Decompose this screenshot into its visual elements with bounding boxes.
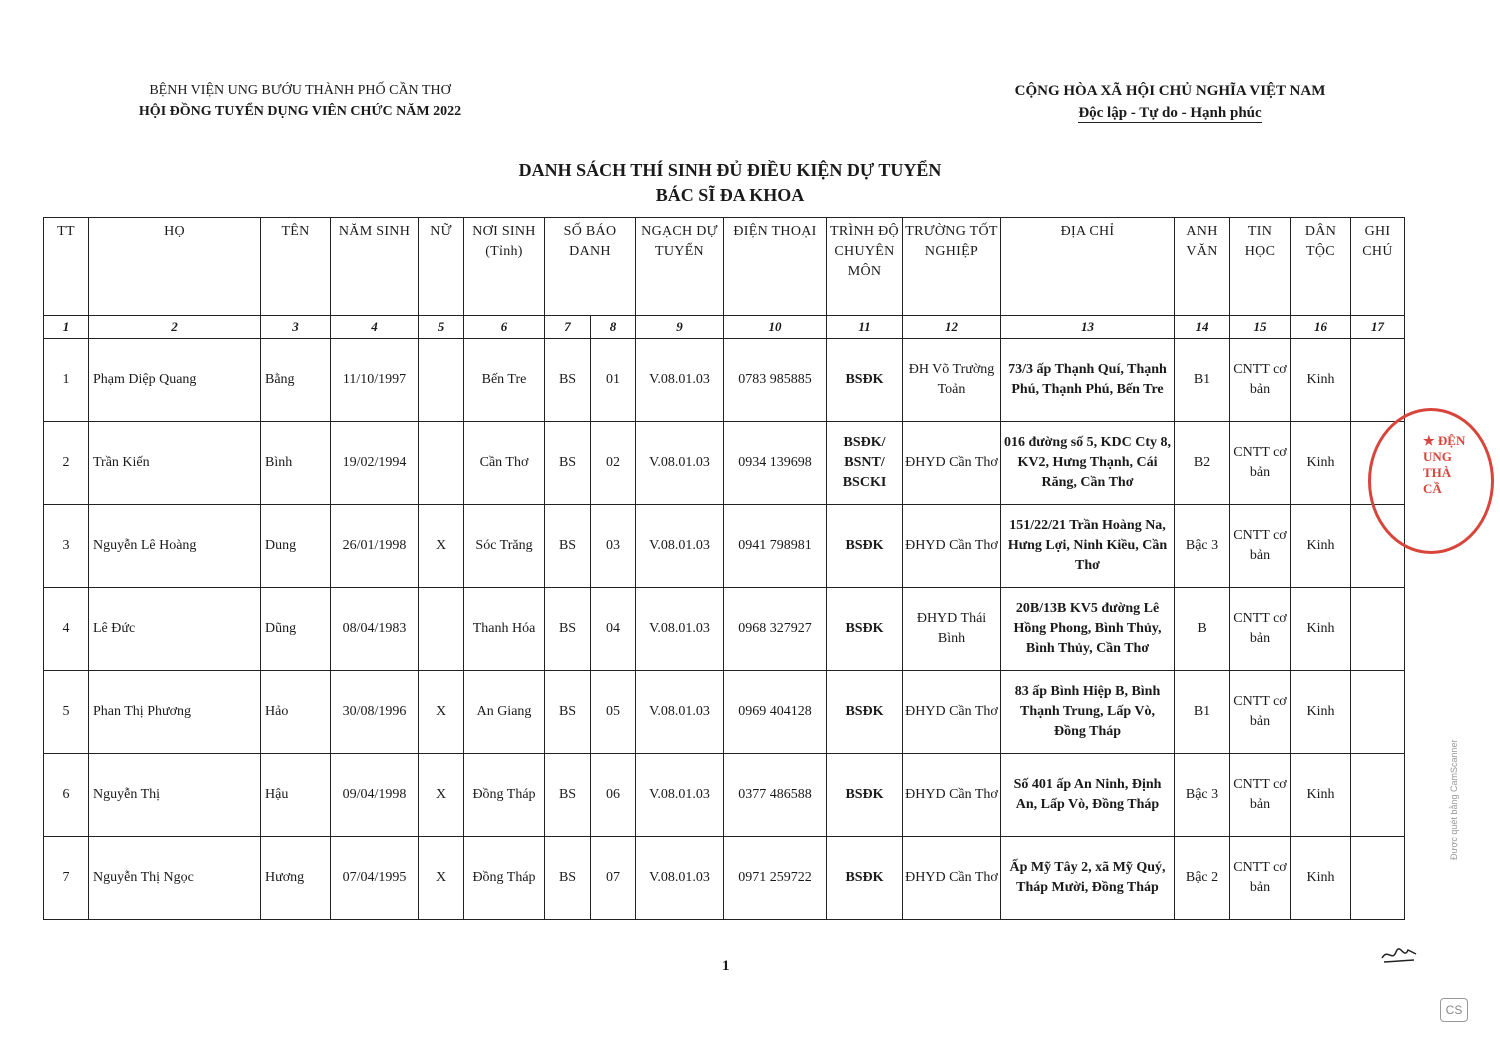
title-line-2: BÁC SĨ ĐA KHOA xyxy=(655,185,805,205)
female-mark: X xyxy=(419,754,464,837)
col-header: NĂM SINH xyxy=(331,218,419,316)
candidate-code-prefix: BS xyxy=(545,837,591,920)
col-number: 6 xyxy=(464,316,545,339)
row-number: 3 xyxy=(44,505,89,588)
address: Số 401 ấp An Ninh, Định An, Lấp Vò, Đồng Tháp xyxy=(1001,754,1175,837)
university: ĐHYD Cần Thơ xyxy=(903,422,1001,505)
female-mark: X xyxy=(419,837,464,920)
given-name: Bình xyxy=(261,422,331,505)
col-header: ĐIỆN THOẠI xyxy=(724,218,827,316)
ethnicity: Kinh xyxy=(1291,837,1351,920)
address: 151/22/21 Trần Hoàng Na, Hưng Lợi, Ninh Kiều, Cần Thơ xyxy=(1001,505,1175,588)
agency-header xyxy=(80,80,520,122)
row-number: 7 xyxy=(44,837,89,920)
it-level: CNTT cơ bản xyxy=(1230,588,1291,671)
note xyxy=(1351,339,1405,422)
english-level: B1 xyxy=(1175,339,1230,422)
title-line-1: DANH SÁCH THÍ SINH ĐỦ ĐIỀU KIỆN DỰ TUYỂN xyxy=(518,160,942,180)
col-number: 7 xyxy=(545,316,591,339)
row-number: 1 xyxy=(44,339,89,422)
family-name: Trần Kiến xyxy=(89,422,261,505)
col-header: SỐ BÁO DANH xyxy=(545,218,636,316)
birthplace: Bến Tre xyxy=(464,339,545,422)
table-header-row xyxy=(44,218,1405,316)
candidate-code-prefix: BS xyxy=(545,339,591,422)
motto xyxy=(960,102,1380,124)
family-name: Nguyễn Thị Ngọc xyxy=(89,837,261,920)
candidate-code-number: 02 xyxy=(591,422,636,505)
candidate-code-number: 07 xyxy=(591,837,636,920)
university: ĐHYD Cần Thơ xyxy=(903,754,1001,837)
candidate-code-prefix: BS xyxy=(545,588,591,671)
initials-signature xyxy=(1380,944,1420,964)
qualification: BSĐK xyxy=(827,671,903,754)
col-number: 8 xyxy=(591,316,636,339)
family-name: Lê Đức xyxy=(89,588,261,671)
col-header: GHI CHÚ xyxy=(1351,218,1405,316)
row-number: 6 xyxy=(44,754,89,837)
grade-code: V.08.01.03 xyxy=(636,505,724,588)
female-mark xyxy=(419,339,464,422)
col-header: TT xyxy=(44,218,89,316)
col-number: 1 xyxy=(44,316,89,339)
birthplace: Đồng Tháp xyxy=(464,754,545,837)
official-seal xyxy=(1368,408,1494,554)
grade-code: V.08.01.03 xyxy=(636,422,724,505)
col-number: 12 xyxy=(903,316,1001,339)
grade-code: V.08.01.03 xyxy=(636,671,724,754)
country-name: CỘNG HÒA XÃ HỘI CHỦ NGHĨA VIỆT NAM xyxy=(1014,83,1326,99)
phone-number: 0377 486588 xyxy=(724,754,827,837)
col-header: TRÌNH ĐỘ CHUYÊN MÔN xyxy=(827,218,903,316)
birth-date: 19/02/1994 xyxy=(331,422,419,505)
national-header xyxy=(960,80,1380,124)
table-row xyxy=(44,754,1405,837)
page-number: 1 xyxy=(722,958,730,974)
grade-code: V.08.01.03 xyxy=(636,339,724,422)
col-header: TIN HỌC xyxy=(1230,218,1291,316)
camscanner-logo: CS xyxy=(1440,998,1468,1022)
birthplace: An Giang xyxy=(464,671,545,754)
candidate-code-number: 05 xyxy=(591,671,636,754)
english-level: Bậc 2 xyxy=(1175,837,1230,920)
ethnicity: Kinh xyxy=(1291,422,1351,505)
col-number: 10 xyxy=(724,316,827,339)
birthplace: Cần Thơ xyxy=(464,422,545,505)
address: 20B/13B KV5 đường Lê Hồng Phong, Bình Thủy, Bình Thủy, Cần Thơ xyxy=(1001,588,1175,671)
birthplace: Sóc Trăng xyxy=(464,505,545,588)
column-number-row xyxy=(44,316,1405,339)
given-name: Hậu xyxy=(261,754,331,837)
col-header: ĐỊA CHỈ xyxy=(1001,218,1175,316)
address: 016 đường số 5, KDC Cty 8, KV2, Hưng Thạnh, Cái Răng, Cần Thơ xyxy=(1001,422,1175,505)
col-header: TÊN xyxy=(261,218,331,316)
qualification: BSĐK xyxy=(827,837,903,920)
english-level: B1 xyxy=(1175,671,1230,754)
birth-date: 07/04/1995 xyxy=(331,837,419,920)
female-mark xyxy=(419,422,464,505)
female-mark xyxy=(419,588,464,671)
candidate-code-number: 04 xyxy=(591,588,636,671)
university: ĐH Võ Trường Toản xyxy=(903,339,1001,422)
col-number: 17 xyxy=(1351,316,1405,339)
qualification: BSĐK xyxy=(827,339,903,422)
col-header: HỌ xyxy=(89,218,261,316)
col-number: 2 xyxy=(89,316,261,339)
birthplace: Đồng Tháp xyxy=(464,837,545,920)
it-level: CNTT cơ bản xyxy=(1230,505,1291,588)
ethnicity: Kinh xyxy=(1291,588,1351,671)
candidate-code-number: 06 xyxy=(591,754,636,837)
female-mark: X xyxy=(419,671,464,754)
table-row xyxy=(44,505,1405,588)
english-level: Bậc 3 xyxy=(1175,505,1230,588)
family-name: Nguyễn Thị xyxy=(89,754,261,837)
given-name: Hương xyxy=(261,837,331,920)
it-level: CNTT cơ bản xyxy=(1230,671,1291,754)
address: Ấp Mỹ Tây 2, xã Mỹ Quý, Tháp Mười, Đồng Tháp xyxy=(1001,837,1175,920)
note xyxy=(1351,837,1405,920)
col-header: NỮ xyxy=(419,218,464,316)
col-header: NGẠCH DỰ TUYỂN xyxy=(636,218,724,316)
birth-date: 26/01/1998 xyxy=(331,505,419,588)
candidate-code-prefix: BS xyxy=(545,505,591,588)
given-name: Dung xyxy=(261,505,331,588)
col-header: ANH VĂN xyxy=(1175,218,1230,316)
table-row xyxy=(44,837,1405,920)
qualification: BSĐK xyxy=(827,754,903,837)
ethnicity: Kinh xyxy=(1291,671,1351,754)
phone-number: 0968 327927 xyxy=(724,588,827,671)
address: 73/3 ấp Thạnh Quí, Thạnh Phú, Thạnh Phú, Bến Tre xyxy=(1001,339,1175,422)
family-name: Phạm Diệp Quang xyxy=(89,339,261,422)
qualification: BSĐK xyxy=(827,505,903,588)
given-name: Bằng xyxy=(261,339,331,422)
candidate-code-prefix: BS xyxy=(545,671,591,754)
table-row xyxy=(44,339,1405,422)
phone-number: 0941 798981 xyxy=(724,505,827,588)
candidate-table xyxy=(43,217,1405,920)
col-number: 16 xyxy=(1291,316,1351,339)
phone-number: 0934 139698 xyxy=(724,422,827,505)
note xyxy=(1351,754,1405,837)
it-level: CNTT cơ bản xyxy=(1230,422,1291,505)
family-name: Nguyễn Lê Hoàng xyxy=(89,505,261,588)
family-name: Phan Thị Phương xyxy=(89,671,261,754)
female-mark: X xyxy=(419,505,464,588)
qualification: BSĐK xyxy=(827,588,903,671)
candidate-code-number: 03 xyxy=(591,505,636,588)
col-header: TRƯỜNG TỐT NGHIỆP xyxy=(903,218,1001,316)
given-name: Hảo xyxy=(261,671,331,754)
grade-code: V.08.01.03 xyxy=(636,754,724,837)
ethnicity: Kinh xyxy=(1291,339,1351,422)
table-row xyxy=(44,422,1405,505)
col-header: NƠI SINH (Tỉnh) xyxy=(464,218,545,316)
given-name: Dũng xyxy=(261,588,331,671)
phone-number: 0971 259722 xyxy=(724,837,827,920)
english-level: B2 xyxy=(1175,422,1230,505)
ethnicity: Kinh xyxy=(1291,505,1351,588)
col-number: 14 xyxy=(1175,316,1230,339)
it-level: CNTT cơ bản xyxy=(1230,339,1291,422)
council-name: HỘI ĐỒNG TUYỂN DỤNG VIÊN CHỨC NĂM 2022 xyxy=(138,104,462,119)
seal-lettering: ★ ĐỆN UNG THÀ CẦ xyxy=(1423,433,1466,496)
col-number: 11 xyxy=(827,316,903,339)
col-number: 4 xyxy=(331,316,419,339)
university: ĐHYD Cần Thơ xyxy=(903,837,1001,920)
table-row xyxy=(44,671,1405,754)
university: ĐHYD Thái Bình xyxy=(903,588,1001,671)
ethnicity: Kinh xyxy=(1291,754,1351,837)
candidate-code-prefix: BS xyxy=(545,422,591,505)
col-number: 13 xyxy=(1001,316,1175,339)
phone-number: 0969 404128 xyxy=(724,671,827,754)
phone-number: 0783 985885 xyxy=(724,339,827,422)
english-level: B xyxy=(1175,588,1230,671)
table-body xyxy=(44,339,1405,920)
row-number: 2 xyxy=(44,422,89,505)
birth-date: 11/10/1997 xyxy=(331,339,419,422)
document-title xyxy=(380,158,1080,208)
qualification: BSĐK/ BSNT/ BSCKI xyxy=(827,422,903,505)
candidate-code-prefix: BS xyxy=(545,754,591,837)
col-number: 3 xyxy=(261,316,331,339)
birth-date: 08/04/1983 xyxy=(331,588,419,671)
col-number: 5 xyxy=(419,316,464,339)
university: ĐHYD Cần Thơ xyxy=(903,505,1001,588)
birth-date: 30/08/1996 xyxy=(331,671,419,754)
table-row xyxy=(44,588,1405,671)
col-number: 9 xyxy=(636,316,724,339)
note xyxy=(1351,588,1405,671)
row-number: 5 xyxy=(44,671,89,754)
it-level: CNTT cơ bản xyxy=(1230,837,1291,920)
candidate-code-number: 01 xyxy=(591,339,636,422)
english-level: Bậc 3 xyxy=(1175,754,1230,837)
grade-code: V.08.01.03 xyxy=(636,588,724,671)
scanner-caption: Được quét bằng CamScanner xyxy=(1449,739,1459,860)
row-number: 4 xyxy=(44,588,89,671)
col-header: DÂN TỘC xyxy=(1291,218,1351,316)
address: 83 ấp Bình Hiệp B, Bình Thạnh Trung, Lấp Vò, Đồng Tháp xyxy=(1001,671,1175,754)
note xyxy=(1351,671,1405,754)
birthplace: Thanh Hóa xyxy=(464,588,545,671)
birth-date: 09/04/1998 xyxy=(331,754,419,837)
it-level: CNTT cơ bản xyxy=(1230,754,1291,837)
hospital-name: BỆNH VIỆN UNG BƯỚU THÀNH PHỐ CẦN THƠ xyxy=(149,83,451,98)
university: ĐHYD Cần Thơ xyxy=(903,671,1001,754)
grade-code: V.08.01.03 xyxy=(636,837,724,920)
col-number: 15 xyxy=(1230,316,1291,339)
motto-text: Độc lập - Tự do - Hạnh phúc xyxy=(1078,105,1262,121)
